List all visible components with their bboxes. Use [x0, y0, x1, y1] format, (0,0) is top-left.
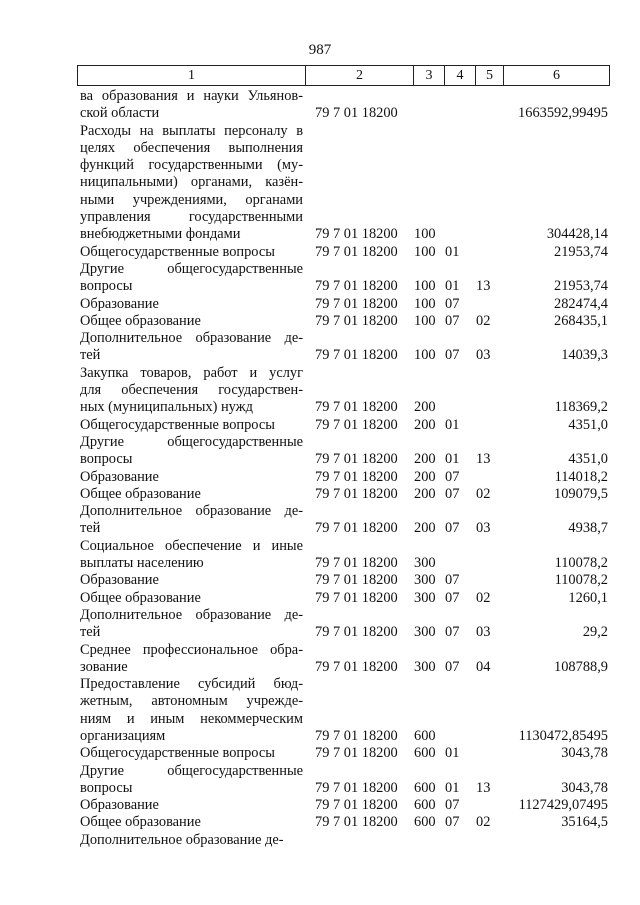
- description-line: Среднее профессиональное обра-: [80, 641, 303, 658]
- description-line: Другие общегосударственные: [80, 260, 303, 277]
- row-code: 79 7 01 18200: [315, 658, 398, 675]
- table-row: [0, 676, 640, 745]
- row-col-4: 07: [445, 797, 460, 814]
- description-line: Образование: [80, 572, 159, 589]
- header-col-4: 4: [444, 66, 475, 85]
- row-col-3: 200: [414, 520, 436, 537]
- description-line: Общегосударственные вопросы: [80, 745, 275, 762]
- table-row: [0, 417, 640, 434]
- description-line: вопросы: [80, 779, 133, 796]
- row-col-4: 07: [445, 658, 460, 675]
- row-col-4: 07: [445, 814, 460, 831]
- header-col-2: 2: [305, 66, 413, 85]
- row-col-3: 600: [414, 797, 436, 814]
- row-code: 79 7 01 18200: [315, 624, 398, 641]
- row-code: 79 7 01 18200: [315, 797, 398, 814]
- row-amount: 118369,2: [554, 399, 608, 416]
- row-col-5: 03: [476, 347, 491, 364]
- row-col-3: 200: [414, 468, 436, 485]
- row-col-3: 300: [414, 555, 436, 572]
- row-amount: 282474,4: [554, 295, 608, 312]
- row-code: 79 7 01 18200: [315, 779, 398, 796]
- description-line: Расходы на выплаты персоналу в: [80, 122, 303, 139]
- row-description: [80, 296, 303, 313]
- row-col-3: 600: [414, 728, 436, 744]
- description-line: Дополнительное образование де-: [80, 831, 284, 848]
- row-code: 79 7 01 18200: [315, 278, 398, 295]
- description-line: Социальное обеспечение и иные: [80, 537, 303, 554]
- table-row: [0, 365, 640, 417]
- row-description: [80, 676, 303, 745]
- row-description: [80, 88, 303, 123]
- row-col-3: 600: [414, 814, 436, 831]
- row-amount: 268435,1: [554, 312, 608, 329]
- row-description: [80, 745, 303, 762]
- table-body: [0, 88, 640, 849]
- table-row: [0, 607, 640, 642]
- page-number: 987: [308, 42, 332, 58]
- row-col-3: 200: [414, 485, 436, 502]
- description-line: ской области: [80, 105, 160, 122]
- row-code: 79 7 01 18200: [315, 485, 398, 502]
- row-amount: 14039,3: [561, 347, 608, 364]
- table-row: [0, 832, 640, 849]
- row-col-3: 300: [414, 658, 436, 675]
- row-col-3: 300: [414, 589, 436, 606]
- row-col-4: 01: [445, 416, 460, 433]
- row-amount: 109079,5: [554, 485, 608, 502]
- row-amount: 35164,5: [561, 814, 608, 831]
- row-col-3: 300: [414, 624, 436, 641]
- row-description: [80, 832, 303, 849]
- description-line: Образование: [80, 797, 159, 814]
- row-col-3: 100: [414, 295, 436, 312]
- row-amount: 21953,74: [554, 278, 608, 295]
- row-code: 79 7 01 18200: [315, 105, 398, 122]
- row-col-3: 300: [414, 572, 436, 589]
- row-description: [80, 572, 303, 589]
- row-amount: 21953,74: [554, 243, 608, 260]
- description-line: тей: [80, 520, 101, 537]
- description-line: целях обеспечения выполнения: [80, 139, 303, 156]
- description-line: Дополнительное образование де-: [80, 503, 303, 520]
- row-amount: 110078,2: [554, 572, 608, 589]
- row-amount: 304428,14: [546, 226, 608, 243]
- row-code: 79 7 01 18200: [315, 451, 398, 468]
- table-row: [0, 642, 640, 677]
- header-col-1: 1: [188, 68, 195, 83]
- row-description: [80, 244, 303, 261]
- description-line: организациям: [80, 728, 166, 744]
- table-row: [0, 538, 640, 573]
- description-line: внебюджетными фондами: [80, 226, 241, 243]
- row-amount: 114018,2: [554, 468, 608, 485]
- description-line: жетным, автономным учрежде-: [80, 693, 303, 710]
- row-description: [80, 814, 303, 831]
- row-col-4: 07: [445, 347, 460, 364]
- row-code: 79 7 01 18200: [315, 416, 398, 433]
- row-col-5: 04: [476, 658, 491, 675]
- table-header: [77, 65, 610, 86]
- table-row: [0, 469, 640, 486]
- row-code: 79 7 01 18200: [315, 520, 398, 537]
- table-row: [0, 503, 640, 538]
- table-row: [0, 434, 640, 469]
- header-col-5: 5: [475, 66, 503, 85]
- table-row: [0, 123, 640, 244]
- row-amount: 110078,2: [554, 555, 608, 572]
- row-description: [80, 417, 303, 434]
- row-amount: 108788,9: [554, 658, 608, 675]
- row-amount: 4938,7: [568, 520, 608, 537]
- row-col-4: 07: [445, 520, 460, 537]
- description-line: ниципальными) органами, казён-: [80, 174, 303, 191]
- row-code: 79 7 01 18200: [315, 814, 398, 831]
- row-col-3: 600: [414, 779, 436, 796]
- row-amount: 1130472,85495: [518, 728, 608, 744]
- row-col-3: 100: [414, 278, 436, 295]
- row-col-4: 07: [445, 485, 460, 502]
- description-line: Другие общегосударственные: [80, 433, 303, 450]
- row-col-5: 03: [476, 624, 491, 641]
- table-row: [0, 88, 640, 123]
- row-description: [80, 434, 303, 469]
- description-line: Образование: [80, 468, 159, 485]
- row-description: [80, 590, 303, 607]
- row-code: 79 7 01 18200: [315, 226, 398, 243]
- row-code: 79 7 01 18200: [315, 728, 398, 744]
- row-code: 79 7 01 18200: [315, 347, 398, 364]
- description-line: для обеспечения государствен-: [80, 382, 303, 399]
- row-description: [80, 469, 303, 486]
- row-col-4: 07: [445, 312, 460, 329]
- description-line: вопросы: [80, 278, 133, 295]
- row-code: 79 7 01 18200: [315, 399, 398, 416]
- row-code: 79 7 01 18200: [315, 589, 398, 606]
- row-description: [80, 642, 303, 677]
- description-line: функций государственными (му-: [80, 157, 303, 174]
- row-description: [80, 365, 303, 417]
- row-col-5: 02: [476, 589, 491, 606]
- description-line: Предоставление субсидий бюд-: [80, 676, 303, 693]
- row-col-4: 07: [445, 468, 460, 485]
- row-col-5: 02: [476, 485, 491, 502]
- row-code: 79 7 01 18200: [315, 243, 398, 260]
- row-code: 79 7 01 18200: [315, 572, 398, 589]
- description-line: Дополнительное образование де-: [80, 606, 303, 623]
- row-code: 79 7 01 18200: [315, 312, 398, 329]
- row-col-4: 07: [445, 295, 460, 312]
- row-amount: 4351,0: [568, 451, 608, 468]
- row-description: [80, 486, 303, 503]
- row-col-3: 200: [414, 451, 436, 468]
- row-col-4: 07: [445, 572, 460, 589]
- row-amount: 1127429,07495: [518, 797, 608, 814]
- row-col-4: 01: [445, 779, 460, 796]
- description-line: ными учреждениями, органами: [80, 191, 303, 208]
- row-amount: 3043,78: [561, 745, 608, 762]
- row-col-5: 13: [476, 278, 491, 295]
- row-col-3: 200: [414, 399, 436, 416]
- row-col-4: 01: [445, 451, 460, 468]
- description-line: Общегосударственные вопросы: [80, 243, 275, 260]
- table-row: [0, 261, 640, 296]
- header-col-3: 3: [413, 66, 444, 85]
- row-col-3: 600: [414, 745, 436, 762]
- description-line: Другие общегосударственные: [80, 762, 303, 779]
- table-row: [0, 814, 640, 831]
- description-line: Общегосударственные вопросы: [80, 416, 275, 433]
- table-row: [0, 313, 640, 330]
- description-line: выплаты населению: [80, 555, 204, 572]
- description-line: Общее образование: [80, 485, 201, 502]
- row-col-4: 01: [445, 745, 460, 762]
- table-row: [0, 763, 640, 798]
- row-col-5: 02: [476, 814, 491, 831]
- row-amount: 1260,1: [568, 589, 608, 606]
- row-description: [80, 123, 303, 244]
- row-col-5: 13: [476, 779, 491, 796]
- description-line: Образование: [80, 295, 159, 312]
- row-code: 79 7 01 18200: [315, 468, 398, 485]
- description-line: Общее образование: [80, 589, 201, 606]
- row-code: 79 7 01 18200: [315, 745, 398, 762]
- row-description: [80, 607, 303, 642]
- description-line: зование: [80, 658, 128, 675]
- description-line: ных (муниципальных) нужд: [80, 399, 253, 416]
- row-col-5: 02: [476, 312, 491, 329]
- row-description: [80, 313, 303, 330]
- description-line: Дополнительное образование де-: [80, 330, 303, 347]
- table-row: [0, 486, 640, 503]
- description-line: тей: [80, 347, 101, 364]
- table-row: [0, 296, 640, 313]
- row-amount: 1663592,99495: [518, 105, 608, 122]
- table-row: [0, 572, 640, 589]
- description-line: Общее образование: [80, 814, 201, 831]
- description-line: управления государственными: [80, 209, 303, 226]
- description-line: вопросы: [80, 451, 133, 468]
- description-line: ва образования и науки Ульянов-: [80, 88, 303, 104]
- table-row: [0, 745, 640, 762]
- description-line: Общее образование: [80, 312, 201, 329]
- row-col-5: 03: [476, 520, 491, 537]
- row-description: [80, 330, 303, 365]
- table-row: [0, 797, 640, 814]
- row-col-4: 01: [445, 278, 460, 295]
- table-row: [0, 244, 640, 261]
- row-code: 79 7 01 18200: [315, 555, 398, 572]
- row-col-5: 13: [476, 451, 491, 468]
- row-col-3: 200: [414, 416, 436, 433]
- row-description: [80, 503, 303, 538]
- row-description: [80, 797, 303, 814]
- row-col-4: 01: [445, 243, 460, 260]
- description-line: тей: [80, 624, 101, 641]
- row-amount: 3043,78: [561, 779, 608, 796]
- row-description: [80, 538, 303, 573]
- description-line: Закупка товаров, работ и услуг: [80, 364, 303, 381]
- row-col-4: 07: [445, 624, 460, 641]
- row-code: 79 7 01 18200: [315, 295, 398, 312]
- description-line: ниям и иным некоммерческим: [80, 710, 303, 727]
- table-row: [0, 330, 640, 365]
- row-col-4: 07: [445, 589, 460, 606]
- row-amount: 4351,0: [568, 416, 608, 433]
- row-col-3: 100: [414, 226, 436, 243]
- row-col-3: 100: [414, 312, 436, 329]
- row-description: [80, 261, 303, 296]
- row-description: [80, 763, 303, 798]
- header-col-6: 6: [503, 66, 609, 85]
- row-col-3: 100: [414, 243, 436, 260]
- row-col-3: 100: [414, 347, 436, 364]
- row-amount: 29,2: [582, 624, 608, 641]
- table-row: [0, 590, 640, 607]
